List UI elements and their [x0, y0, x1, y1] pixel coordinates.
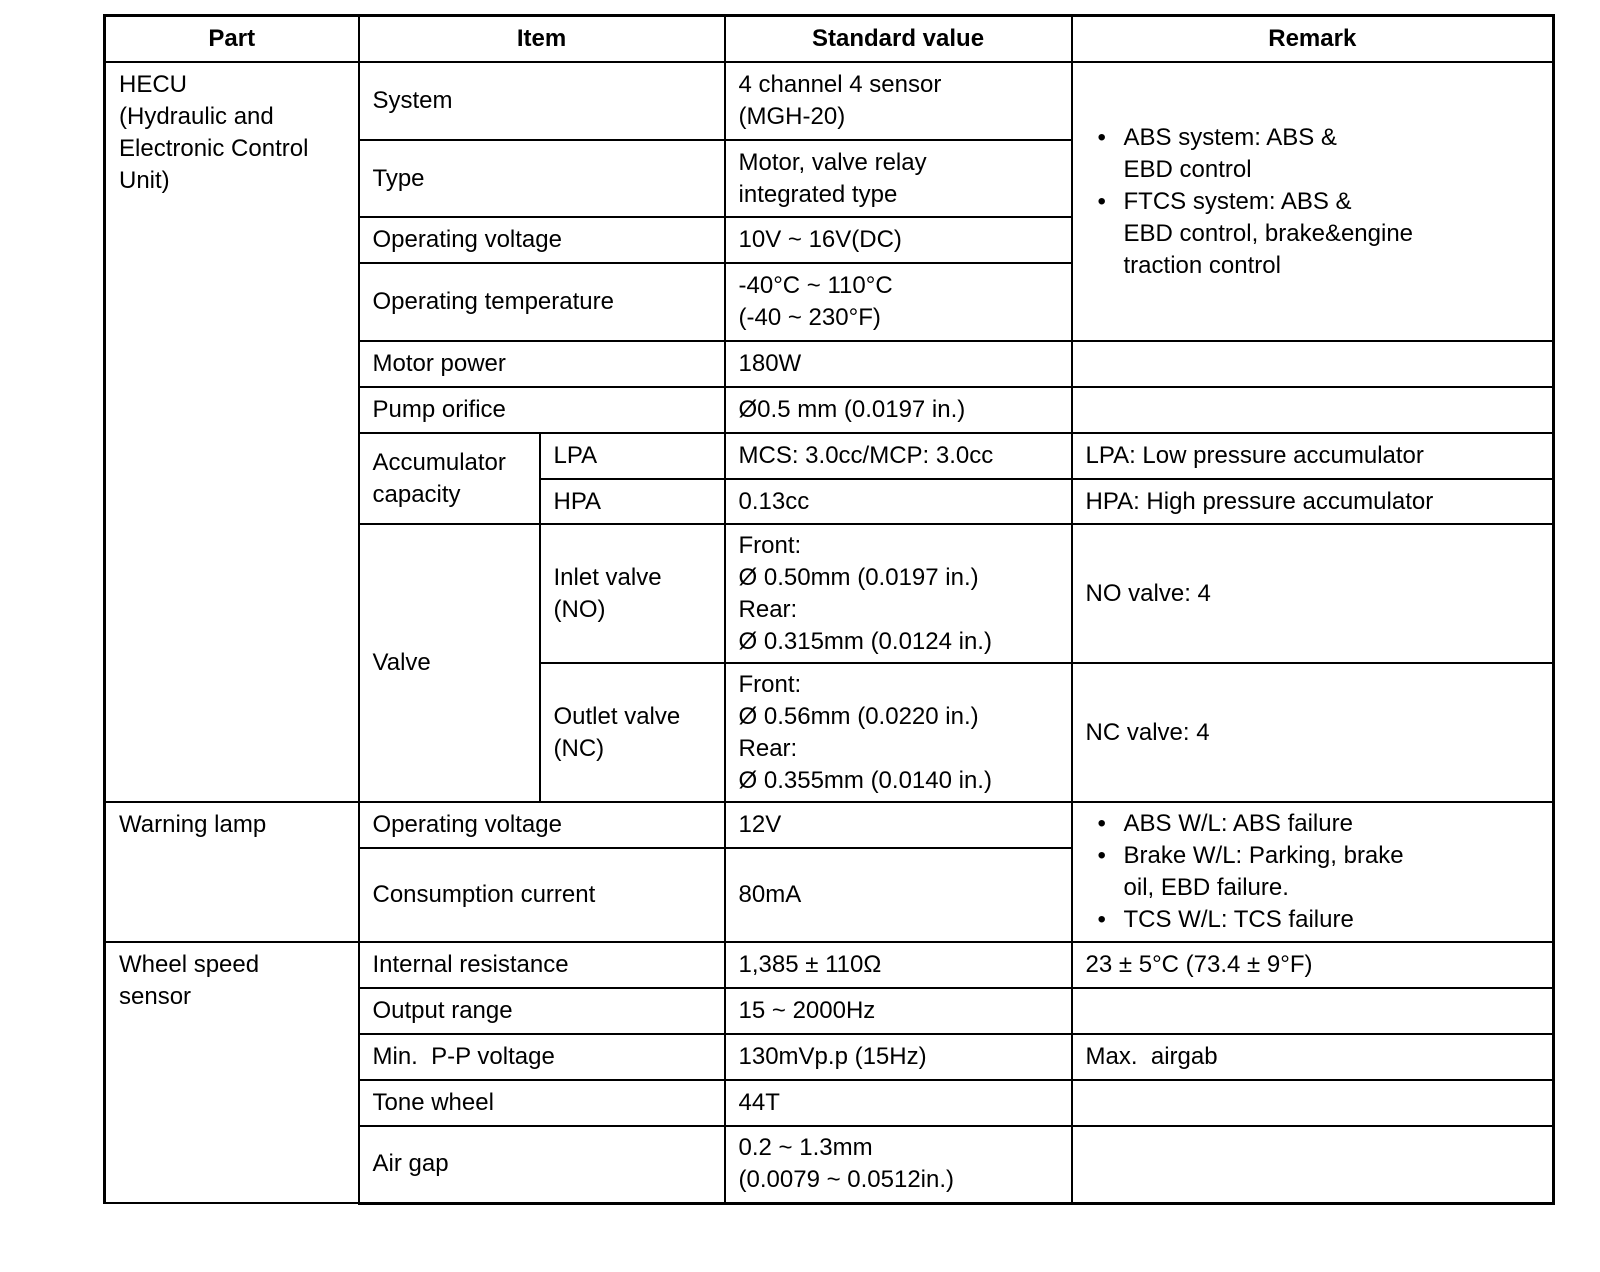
part-hecu-line: (Hydraulic and [119, 103, 274, 130]
bullet-line: • ABS W/L: ABS failure [1123, 810, 1353, 837]
value-line: 4 channel 4 sensor [738, 71, 942, 98]
value-line: (MGH-20) [738, 103, 846, 130]
item-accumulator-capacity [359, 433, 540, 524]
item-pump-orifice: Pump orifice [359, 387, 725, 433]
value-output-range: 15 ~ 2000Hz [725, 988, 1072, 1034]
item-internal-resistance: Internal resistance [359, 942, 725, 988]
value-inlet-valve [725, 524, 1072, 663]
part-hecu-line: Unit) [119, 167, 170, 194]
remark-bullet [1124, 122, 1540, 186]
value-operating-voltage: 10V ~ 16V(DC) [725, 217, 1072, 263]
remark-tone-wheel [1072, 1080, 1554, 1126]
part-warning-lamp: Warning lamp [105, 802, 359, 942]
part-hecu-line: HECU [119, 71, 188, 98]
bullet-line: • TCS W/L: TCS failure [1123, 906, 1354, 933]
table-header-row [105, 16, 1554, 63]
value-line: Rear: [738, 595, 798, 623]
value-line: integrated type [738, 180, 898, 208]
item-operating-voltage: Operating voltage [359, 217, 725, 263]
remark-bullet [1124, 808, 1540, 840]
item-tone-wheel: Tone wheel [359, 1080, 725, 1126]
part-line: sensor [119, 983, 192, 1010]
remark-pump-orifice [1072, 387, 1554, 433]
remark-bullet [1124, 904, 1540, 936]
value-line: Ø 0.315mm (0.0124 in.) [738, 627, 992, 655]
value-outlet-valve [725, 663, 1072, 802]
remark-outlet-valve: NC valve: 4 [1072, 663, 1554, 802]
remark-bullet [1124, 840, 1540, 904]
value-line: Front: [738, 670, 802, 698]
item-valve: Valve [359, 524, 540, 802]
value-hpa: 0.13cc [725, 479, 1072, 524]
remark-hecu-bullets [1072, 62, 1554, 341]
table-row [105, 802, 1554, 848]
remark-internal-resistance: 23 ± 5°C (73.4 ± 9°F) [1072, 942, 1554, 988]
item-line: (NO) [553, 595, 606, 623]
value-tone-wheel: 44T [725, 1080, 1072, 1126]
value-type [725, 140, 1072, 217]
bullet-line: EBD control, brake&engine [1123, 219, 1414, 247]
subitem-inlet-valve [540, 524, 725, 663]
header-standard-value: Standard value [725, 16, 1072, 63]
value-air-gap [725, 1126, 1072, 1203]
bullet-line: EBD control [1123, 155, 1252, 183]
value-internal-resistance: 1,385 ± 110Ω [725, 942, 1072, 988]
value-line: Rear: [738, 734, 798, 762]
value-line: -40°C ~ 110°C [738, 272, 893, 299]
value-operating-temperature [725, 263, 1072, 341]
specification-table [103, 14, 1555, 1205]
bullet-line: traction control [1123, 251, 1281, 279]
value-min-pp-voltage: 130mVp.p (15Hz) [725, 1034, 1072, 1080]
value-motor-power: 180W [725, 341, 1072, 387]
part-hecu-line: Electronic Control [119, 135, 309, 162]
remark-bullet-list [1086, 122, 1540, 282]
item-line: Accumulator [372, 448, 506, 476]
value-line: Ø 0.50mm (0.0197 in.) [738, 563, 979, 591]
value-line: Motor, valve relay [738, 148, 927, 176]
item-output-range: Output range [359, 988, 725, 1034]
value-line: Ø 0.355mm (0.0140 in.) [738, 766, 992, 794]
bullet-line: • ABS system: ABS & [1123, 123, 1337, 151]
header-item: Item [359, 16, 725, 63]
remark-lpa: LPA: Low pressure accumulator [1072, 433, 1554, 479]
part-hecu [105, 62, 359, 802]
value-line: (-40 ~ 230°F) [738, 304, 881, 331]
item-line: capacity [372, 480, 461, 508]
item-operating-temperature: Operating temperature [359, 263, 725, 341]
value-consumption-current: 80mA [725, 848, 1072, 942]
item-wl-operating-voltage: Operating voltage [359, 802, 725, 848]
value-pump-orifice: Ø0.5 mm (0.0197 in.) [725, 387, 1072, 433]
remark-air-gap [1072, 1126, 1554, 1203]
part-line: Wheel speed [119, 951, 260, 978]
table-row [105, 942, 1554, 988]
item-air-gap: Air gap [359, 1126, 725, 1203]
item-min-pp-voltage: Min. P-P voltage [359, 1034, 725, 1080]
part-wheel-speed-sensor [105, 942, 359, 1203]
remark-bullet-list [1086, 808, 1540, 936]
value-line: 0.2 ~ 1.3mm [738, 1134, 873, 1162]
value-lpa: MCS: 3.0cc/MCP: 3.0cc [725, 433, 1072, 479]
item-consumption-current: Consumption current [359, 848, 725, 942]
item-line: (NC) [553, 734, 605, 762]
item-motor-power: Motor power [359, 341, 725, 387]
value-wl-operating-voltage: 12V [725, 802, 1072, 848]
remark-hpa: HPA: High pressure accumulator [1072, 479, 1554, 524]
bullet-line: • Brake W/L: Parking, brake [1123, 842, 1404, 869]
value-line: Ø 0.56mm (0.0220 in.) [738, 702, 979, 730]
item-type: Type [359, 140, 725, 217]
remark-warning-lamp-bullets [1072, 802, 1554, 942]
value-system [725, 62, 1072, 140]
bullet-line: • FTCS system: ABS & [1123, 187, 1352, 215]
value-line: Front: [738, 531, 802, 559]
item-system: System [359, 62, 725, 140]
value-line: (0.0079 ~ 0.0512in.) [738, 1166, 955, 1194]
subitem-hpa: HPA [540, 479, 725, 524]
remark-bullet [1124, 186, 1540, 282]
item-line: Outlet valve [553, 702, 681, 730]
header-remark: Remark [1072, 16, 1554, 63]
remark-motor-power [1072, 341, 1554, 387]
bullet-line: oil, EBD failure. [1123, 874, 1289, 901]
item-line: Inlet valve [553, 563, 662, 591]
table-row [105, 62, 1554, 140]
remark-output-range [1072, 988, 1554, 1034]
subitem-lpa: LPA [540, 433, 725, 479]
subitem-outlet-valve [540, 663, 725, 802]
remark-min-pp-voltage: Max. airgab [1072, 1034, 1554, 1080]
header-part: Part [105, 16, 359, 63]
remark-inlet-valve: NO valve: 4 [1072, 524, 1554, 663]
